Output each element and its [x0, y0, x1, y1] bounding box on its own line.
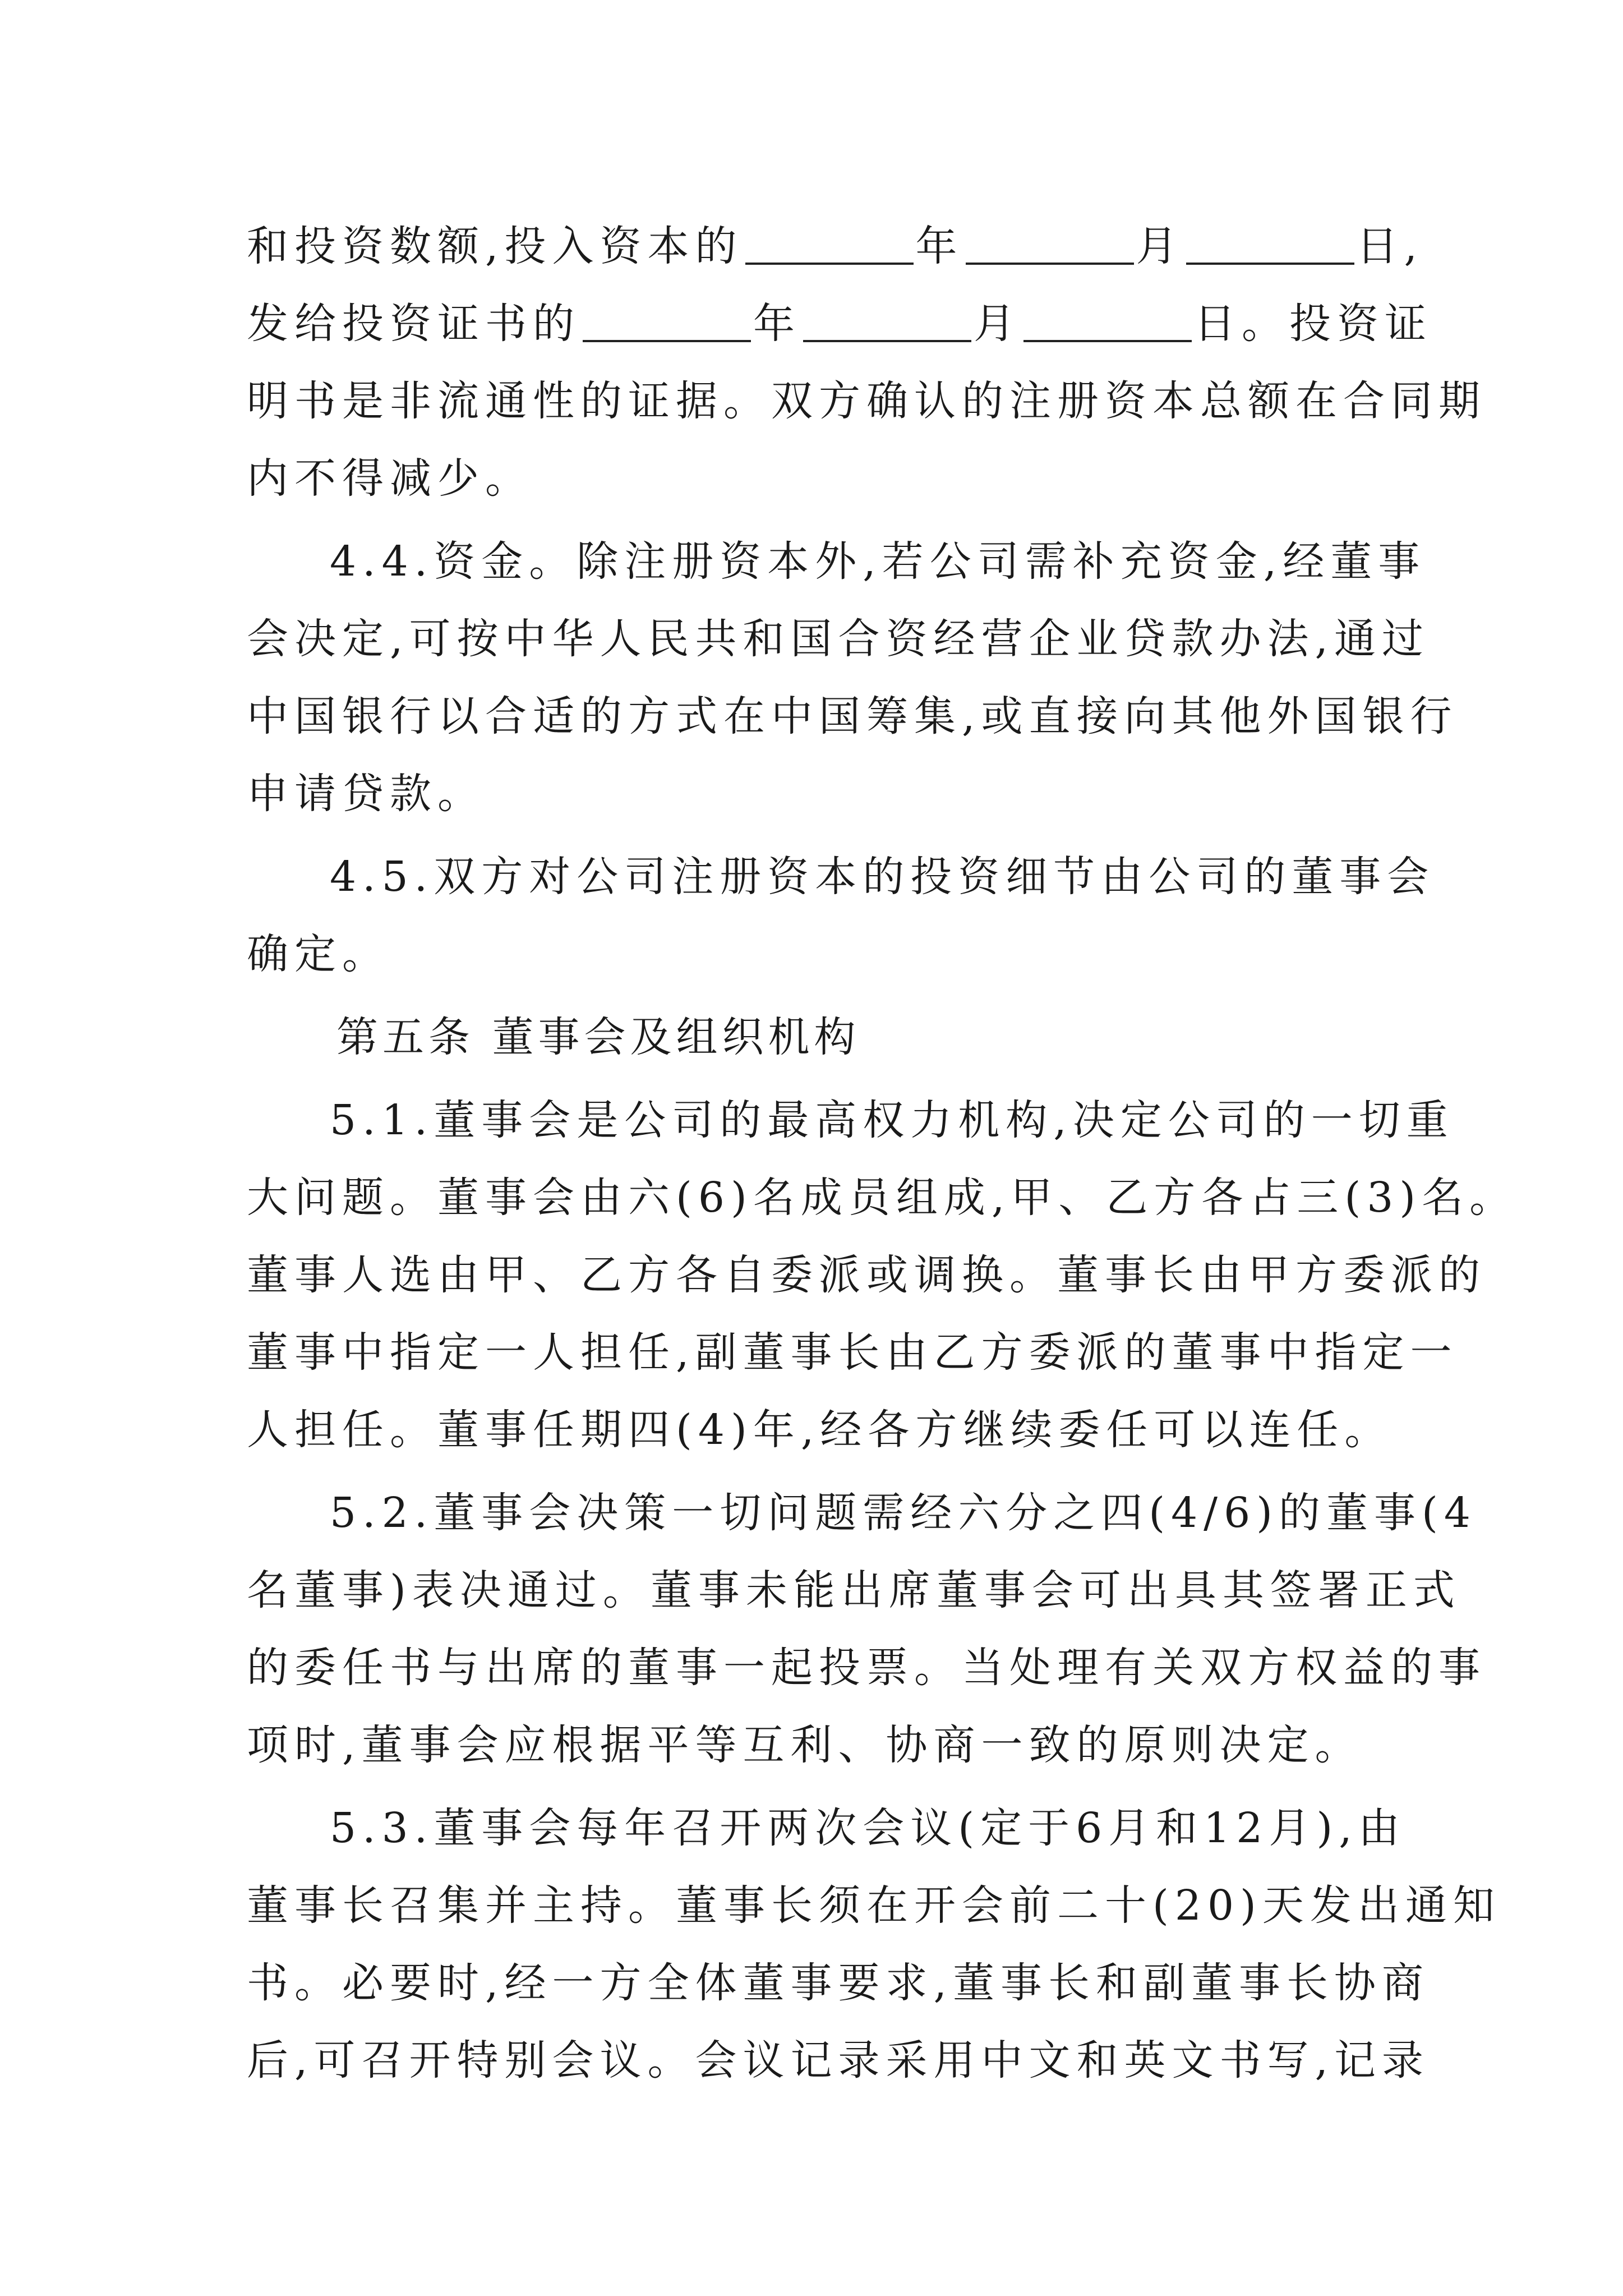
- paragraph-line: 确定。: [247, 930, 390, 978]
- document-body: [247, 208, 1518, 2099]
- paragraph-line: 内不得减少。: [247, 454, 533, 503]
- fill-in-blank-month: [966, 260, 1134, 265]
- fill-in-blank-day: [1023, 338, 1192, 342]
- paragraph-line: 董事长召集并主持。董事长须在开会前二十(20)天发出通知: [247, 1881, 1501, 1930]
- text-segment: 年: [753, 300, 801, 348]
- paragraph-line: 会决定,可按中华人民共和国合资经营企业贷款办法,通过: [247, 615, 1430, 663]
- paragraph-line: 项时,董事会应根据平等互利、协商一致的原则决定。: [247, 1721, 1363, 1769]
- text-segment: 日,: [1356, 222, 1424, 270]
- text-segment: 月: [974, 300, 1021, 348]
- fill-in-blank-year: [745, 260, 914, 265]
- clause-5-2-start: 5.2.董事会决策一切问题需经六分之四(4/6)的董事(4: [330, 1489, 1477, 1537]
- fill-in-blank-month: [803, 338, 971, 342]
- paragraph-line: 人担任。董事任期四(4)年,经各方继续委任可以连任。: [247, 1406, 1393, 1454]
- text-segment: 年: [915, 222, 963, 270]
- fill-in-blank-year: [583, 338, 751, 342]
- clause-5-1-start: 5.1.董事会是公司的最高权力机构,决定公司的一切重: [330, 1096, 1454, 1144]
- paragraph-line: 名董事)表决通过。董事未能出席董事会可出具其签署正式: [247, 1566, 1461, 1614]
- clause-5-3-start: 5.3.董事会每年召开两次会议(定于6月和12月),由: [330, 1804, 1406, 1852]
- paragraph-line: 董事人选由甲、乙方各自委派或调换。董事长由甲方委派的: [247, 1251, 1486, 1299]
- paragraph-line: 中国银行以合适的方式在中国筹集,或直接向其他外国银行: [247, 692, 1458, 740]
- paragraph-line: 明书是非流通性的证据。双方确认的注册资本总额在合同期: [247, 377, 1486, 425]
- paragraph-line: 申请贷款。: [247, 770, 485, 818]
- text-segment: 和投资数额,投入资本的: [247, 222, 743, 270]
- paragraph-line: 后,可召开特别会议。会议记录采用中文和英文书写,记录: [247, 2036, 1430, 2085]
- text-line-blanks-2: [247, 285, 1432, 362]
- text-line-blanks-1: [247, 208, 1424, 285]
- paragraph-line: 董事中指定一人担任,副董事长由乙方委派的董事中指定一: [247, 1328, 1458, 1377]
- article-5-heading: 第五条 董事会及组织机构: [336, 1013, 860, 1061]
- clause-4-4-start: 4.4.资金。除注册资本外,若公司需补充资金,经董事: [330, 537, 1426, 586]
- paragraph-line: 书。必要时,经一方全体董事要求,董事长和副董事长协商: [247, 1959, 1430, 2007]
- paragraph-line: 的委任书与出席的董事一起投票。当处理有关双方权益的事: [247, 1644, 1486, 1692]
- text-segment: 月: [1136, 222, 1184, 270]
- fill-in-blank-day: [1186, 260, 1354, 265]
- clause-4-5-start: 4.5.双方对公司注册资本的投资细节由公司的董事会: [330, 853, 1435, 901]
- text-segment: 发给投资证书的: [247, 300, 580, 348]
- text-segment: 日。投资证: [1194, 300, 1432, 348]
- paragraph-line: 大问题。董事会由六(6)名成员组成,甲、乙方各占三(3)名。: [247, 1174, 1518, 1222]
